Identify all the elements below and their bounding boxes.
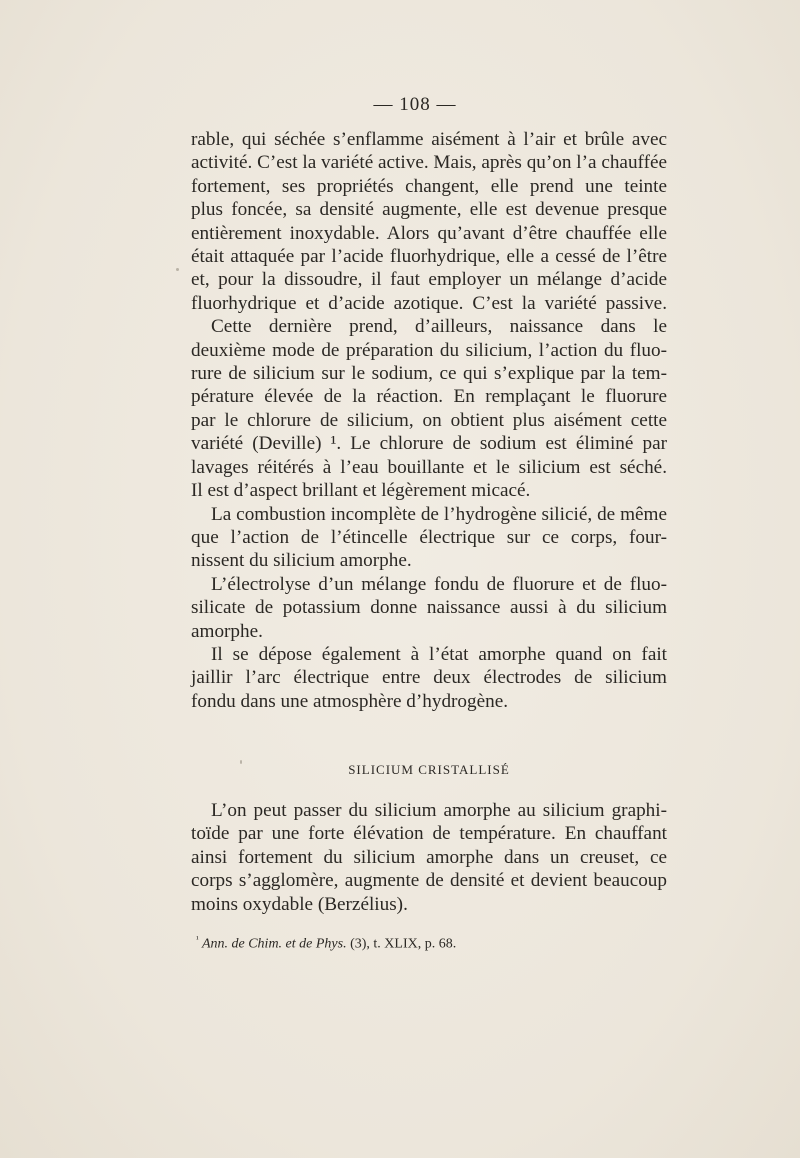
text-line: toïde par une forte élévation de température. En chauffant xyxy=(191,823,667,845)
footnote xyxy=(196,934,456,953)
paragraph-1 xyxy=(191,128,667,315)
section-body xyxy=(191,799,667,916)
footnote-reference: (3), t. XLIX, p. 68. xyxy=(350,936,457,952)
text-line: fortement, ses propriétés changent, elle prend une teinte xyxy=(191,175,667,197)
footnote-marker: ¹ xyxy=(196,934,199,944)
page-number: — 108 — xyxy=(373,94,457,115)
text-line: nissent du silicium amorphe. xyxy=(191,550,412,572)
text-line: rure de silicium sur le sodium, ce qui s’explique par la tem- xyxy=(191,363,667,385)
text-line: silicate de potassium donne naissance aussi à du silicium xyxy=(191,597,667,619)
text-line: Il est d’aspect brillant et légèrement micacé. xyxy=(191,480,531,502)
text-line: L’électrolyse d’un mélange fondu de fluorure et de fluo- xyxy=(211,573,667,595)
paragraph-4 xyxy=(191,573,667,643)
text-line: que l’action de l’étincelle électrique sur ce corps, four- xyxy=(191,526,667,548)
paper-speck xyxy=(176,268,179,271)
paragraph-2 xyxy=(191,315,667,502)
paragraph-3 xyxy=(191,503,667,573)
text-line: Il se dépose également à l’état amorphe quand on fait xyxy=(211,643,667,665)
text-line: moins oxydable (Berzélius). xyxy=(191,893,408,915)
text-line: corps s’agglomère, augmente de densité et devient beaucoup xyxy=(191,870,667,892)
text-line: plus foncée, sa densité augmente, elle est devenue presque xyxy=(191,199,667,221)
text-line: pérature élevée de la réaction. En remplaçant le fluorure xyxy=(191,386,667,408)
text-line: et, pour la dissoudre, il faut employer un mélange d’acide xyxy=(191,269,667,291)
text-line: était attaquée par l’acide fluorhydrique, elle a cessé de l’être xyxy=(191,246,667,268)
section-heading: SILICIUM CRISTALLISÉ xyxy=(348,762,510,777)
text-line: rable, qui séchée s’enflamme aisément à l’air et brûle avec xyxy=(191,129,667,150)
text-line: deuxième mode de préparation du silicium, l’action du fluo- xyxy=(191,339,667,361)
text-line: variété (Deville) ¹. Le chlorure de sodium est éliminé par xyxy=(191,433,667,455)
text-line: L’on peut passer du silicium amorphe au silicium graphi- xyxy=(211,800,667,821)
section-paragraph xyxy=(191,799,667,916)
text-line: fluorhydrique et d’acide azotique. C’est la variété passive. xyxy=(191,292,667,314)
paragraph-5 xyxy=(191,643,667,713)
text-line: Cette dernière prend, d’ailleurs, naissance dans le xyxy=(211,316,667,338)
text-line: activité. C’est la variété active. Mais, après qu’on l’a chauffée xyxy=(191,152,667,174)
footnote-source: Ann. de Chim. et de Phys. xyxy=(201,936,347,952)
text-line: ainsi fortement du silicium amorphe dans un creuset, ce xyxy=(191,846,667,868)
body-text xyxy=(191,128,667,713)
text-line: fondu dans une atmosphère d’hydrogène. xyxy=(191,690,509,712)
text-line: lavages réitérés à l’eau bouillante et le silicium est séché. xyxy=(191,456,667,478)
text-line: La combustion incomplète de l’hydrogène silicié, de même xyxy=(211,503,667,525)
text-line: entièrement inoxydable. Alors qu’avant d’être chauffée elle xyxy=(191,222,667,244)
text-line: jaillir l’arc électrique entre deux électrodes de silicium xyxy=(191,667,667,689)
text-line: par le chlorure de silicium, on obtient plus aisément cette xyxy=(191,409,667,431)
paper-speck xyxy=(240,760,242,764)
text-line: amorphe. xyxy=(191,620,263,642)
